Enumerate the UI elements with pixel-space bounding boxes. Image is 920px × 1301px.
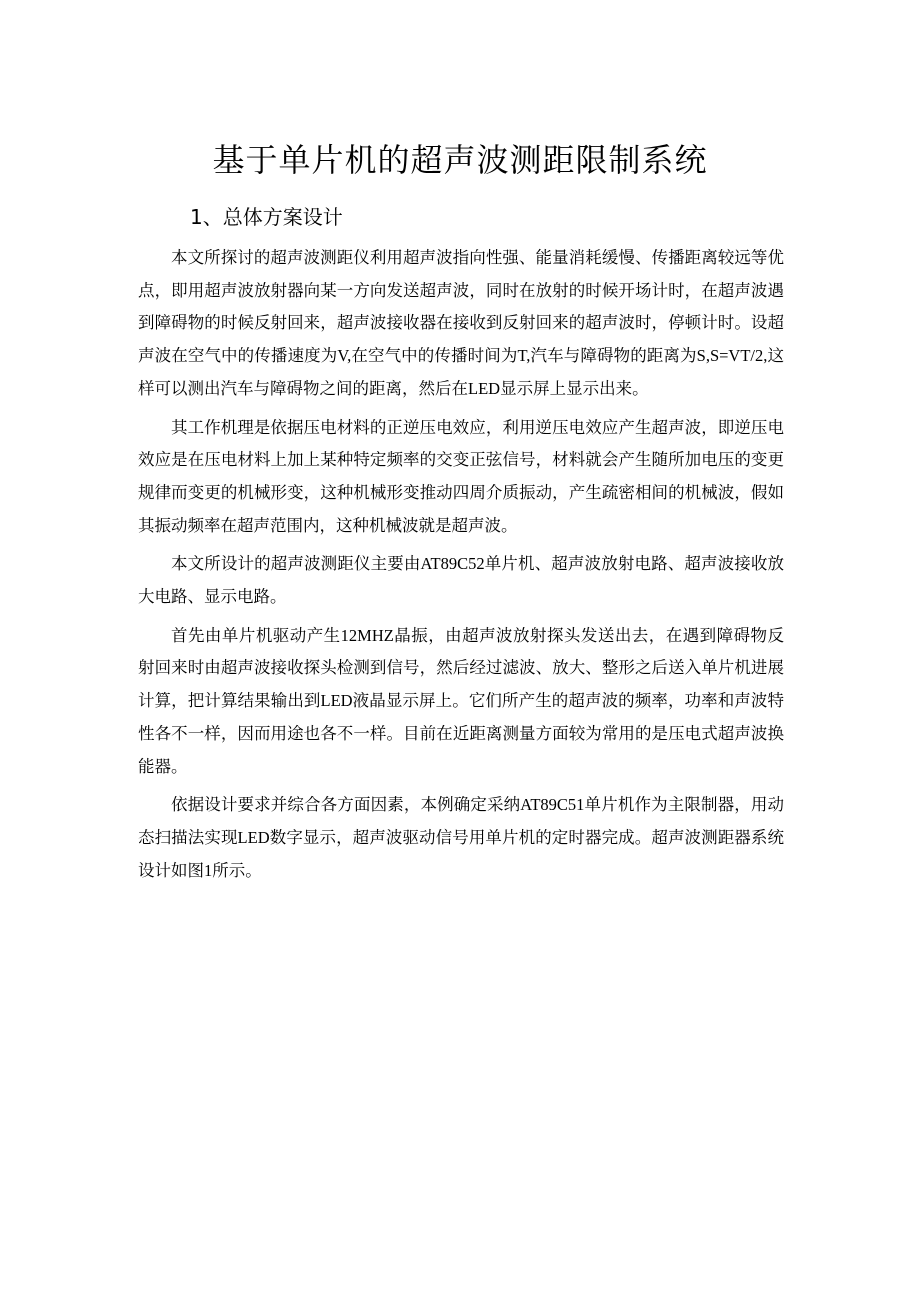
paragraph: 本文所设计的超声波测距仪主要由AT89C52单片机、超声波放射电路、超声波接收放大电路、显示电路。 [138,554,784,607]
paragraph: 首先由单片机驱动产生12MHZ晶振，由超声波放射探头发送出去，在遇到障碍物反射回来时由超声波接收探头检测到信号，然后经过滤波、放大、整形之后送入单片机进展计算，把计算结果输出到LED液晶显示屏上。它们所产生的超声波的频率，功率和声波特性各不一样，因而用途也各不一样。目前在近距离测量方面较为常用的是压电式超声波换能器。 [138,625,784,776]
paragraph: 其工作机理是依据压电材料的正逆压电效应，利用逆压电效应产生超声波，即逆压电效应是在压电材料上加上某种特定频率的交变正弦信号，材料就会产生随所加电压的变更规律而变更的机械形变，这种机械形变推动四周介质振动，产生疏密相间的机械波，假如其振动频率在超声范围内，这种机械波就是超声波。 [138,417,784,535]
document-title: 基于单片机的超声波测距限制系统 [212,141,708,179]
section-heading: 1、总体方案设计 [190,205,343,229]
paragraph: 本文所探讨的超声波测距仪利用超声波指向性强、能量消耗缓慢、传播距离较远等优点，即用超声波放射器向某一方向发送超声波，同时在放射的时候开场计时，在超声波遇到障碍物的时候反射回来，超声波接收器在接收到反射回来的超声波时，停顿计时。设超声波在空气中的传播速度为V,在空气中的传播时间为T,汽车与障碍物的距离为S,S=VT/2,这样可以测出汽车与障碍物之间的距离，然后在LED显示屏上显示出来。 [138,248,784,398]
paragraph: 依据设计要求并综合各方面因素，本例确定采纳AT89C51单片机作为主限制器，用动态扫描法实现LED数字显示，超声波驱动信号用单片机的定时器完成。超声波测距器系统设计如图1所示。 [138,795,784,880]
body-text [138,242,784,893]
